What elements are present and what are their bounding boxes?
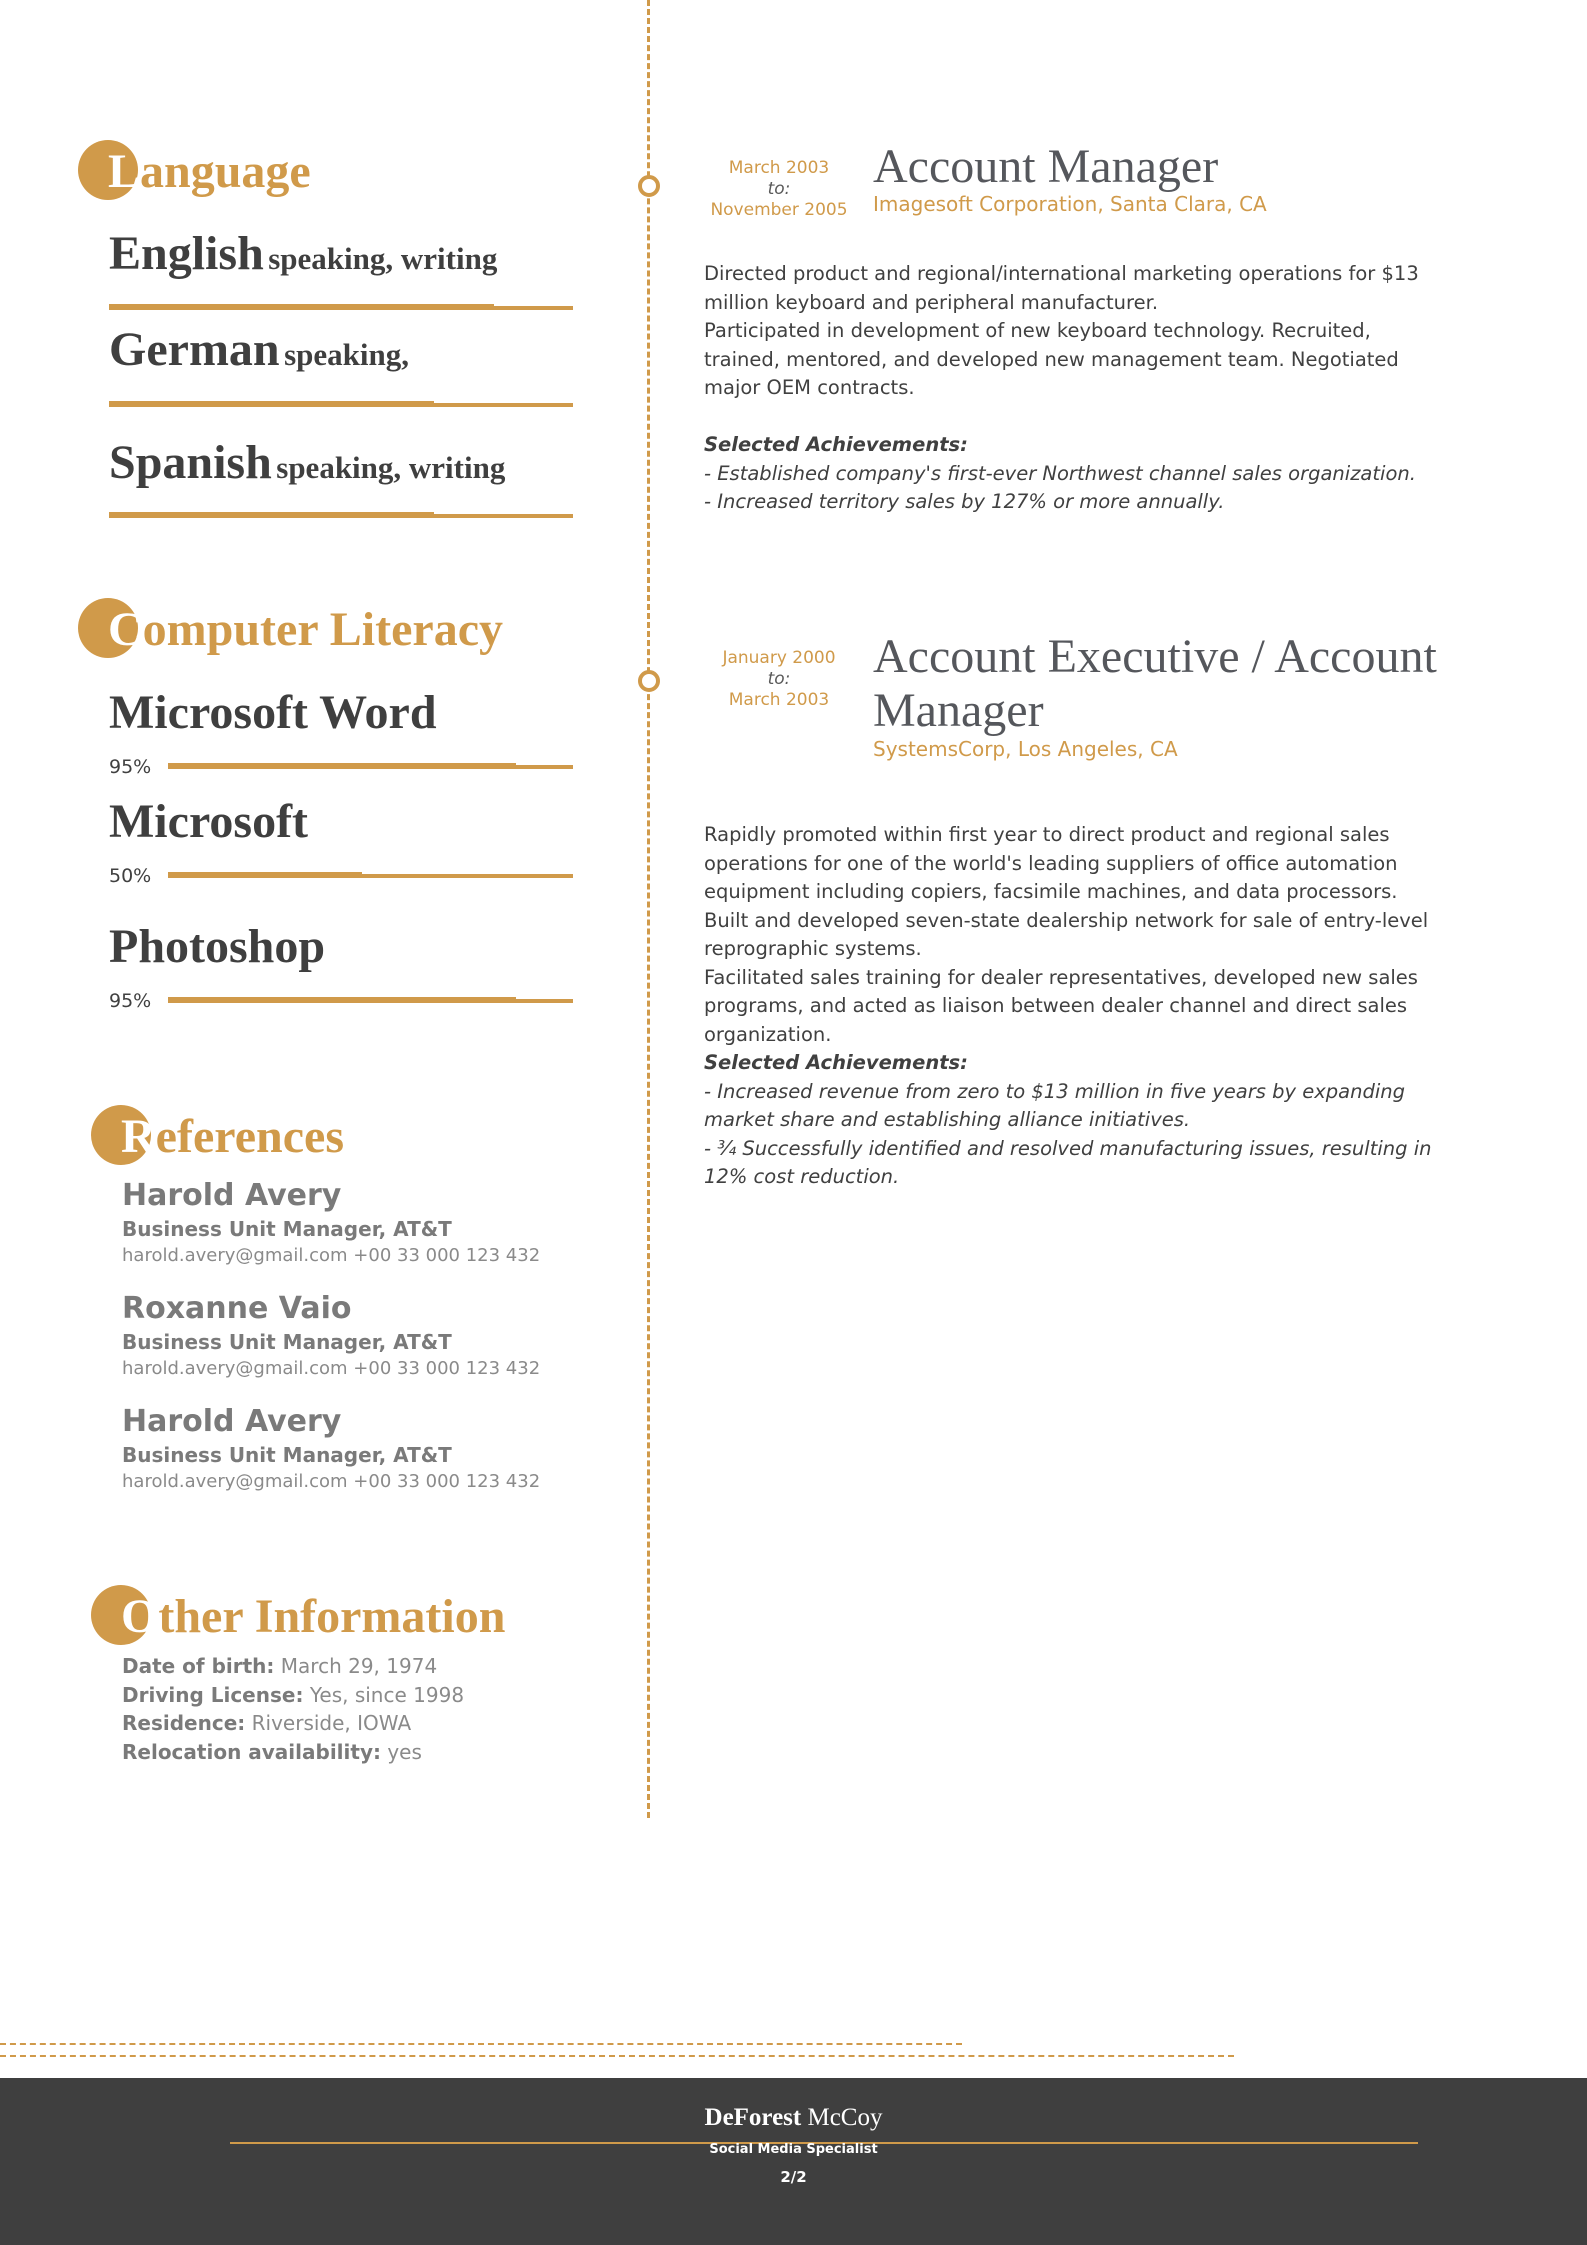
- language-skills: speaking,: [284, 337, 409, 372]
- reference-name: Harold Avery: [122, 1404, 342, 1439]
- level-fill: [109, 401, 434, 406]
- skill-percent: 50%: [109, 865, 152, 887]
- language-level-bar: [109, 514, 573, 518]
- language-name: German: [109, 323, 280, 376]
- skill-level-bar: [168, 765, 573, 769]
- reference-contact: harold.avery@gmail.com +00 33 000 123 432: [122, 1471, 541, 1492]
- language-item: [109, 322, 573, 377]
- timeline-line: [647, 0, 650, 1818]
- language-skills: speaking, writing: [268, 241, 498, 276]
- job-dates: January 2000 to: March 2003: [722, 648, 836, 710]
- job-description: Directed product and regional/international marketing operations for $13 million keyboard and peripheral manufacturer. Participated in development of new keyboard technology. Recruited, trained, mentored, and developed new management team. Negotiated major OEM contracts. Selected Achievements: - Established company's first-ever Northwest channel sales organization. - Increased territory sales by 127% or more annually.: [704, 262, 1419, 513]
- timeline-marker: [638, 670, 660, 692]
- skill-percent: 95%: [109, 756, 152, 778]
- job-title: Account Executive / Account Manager: [873, 630, 1437, 737]
- reference-entry: [122, 1290, 540, 1382]
- skill-level-bar: [168, 874, 573, 878]
- skill-percent: 95%: [109, 990, 152, 1012]
- language-skills: speaking, writing: [276, 450, 506, 485]
- job-dates: March 2003 to: November 2005: [710, 158, 848, 220]
- job-company: SystemsCorp, Los Angeles, CA: [873, 737, 1178, 761]
- info-row: Residence: Riverside, IOWA: [122, 1711, 412, 1735]
- other-info-list: [122, 1652, 464, 1766]
- references-title: References: [121, 1110, 344, 1163]
- skill-name: Photoshop: [109, 920, 326, 973]
- level-fill: [168, 872, 362, 877]
- reference-name: Roxanne Vaio: [122, 1291, 352, 1326]
- level-fill: [168, 763, 516, 768]
- level-fill: [109, 304, 494, 309]
- skill-name: Microsoft: [109, 795, 309, 848]
- reference-name: Harold Avery: [122, 1178, 342, 1213]
- info-row: Date of birth: March 29, 1974: [122, 1654, 438, 1678]
- footer-role: Social Media Specialist: [709, 2142, 878, 2157]
- reference-entry: [122, 1177, 540, 1269]
- info-row: Driving License: Yes, since 1998: [122, 1682, 465, 1707]
- reference-entry: [122, 1403, 540, 1495]
- other-info-title: Other Information: [121, 1590, 506, 1643]
- page-number: 2/2: [780, 2168, 807, 2186]
- language-name: English: [109, 227, 264, 280]
- language-name: Spanish: [109, 436, 272, 489]
- level-fill: [168, 997, 516, 1002]
- job-title: Account Manager: [873, 140, 1219, 193]
- footer-divider: [0, 2043, 962, 2045]
- reference-contact: harold.avery@gmail.com +00 33 000 123 432: [122, 1358, 541, 1379]
- reference-role: Business Unit Manager, AT&T: [122, 1330, 452, 1354]
- skill-level-bar: [168, 999, 573, 1003]
- footer-name: DeForest McCoy: [704, 2104, 883, 2131]
- reference-contact: harold.avery@gmail.com +00 33 000 123 432: [122, 1245, 541, 1266]
- timeline-marker: [638, 175, 660, 197]
- job-company: Imagesoft Corporation, Santa Clara, CA: [873, 192, 1267, 216]
- job-description: Rapidly promoted within first year to direct product and regional sales operations for one of the world's leading suppliers of office automation equipment including copiers, facsimile machines, and data processors. Built and developed seven-state dealership network for sale of entry-level reprographic systems. Facilitated sales training for dealer representatives, developed new sales programs, and acted as liaison between dealer channel and direct sales organization. Selected Achievements: - Increased revenue from zero to $13 million in five years by expanding market share and establishing alliance initiatives. - ¾ Successfully identified and resolved manufacturing issues, resulting in 12% cost reduction.: [704, 823, 1432, 1188]
- reference-role: Business Unit Manager, AT&T: [122, 1443, 452, 1467]
- computer-title: Computer Literacy: [108, 603, 504, 656]
- language-item: [109, 226, 573, 281]
- language-item: [109, 435, 573, 490]
- info-row: Relocation availability: yes: [122, 1739, 422, 1764]
- footer-divider: [0, 2055, 1234, 2057]
- skill-name: Microsoft Word: [109, 686, 437, 739]
- level-fill: [109, 512, 434, 517]
- footer: [0, 2078, 1587, 2245]
- language-title: Language: [108, 145, 311, 198]
- reference-role: Business Unit Manager, AT&T: [122, 1217, 452, 1241]
- language-level-bar: [109, 306, 573, 310]
- language-level-bar: [109, 403, 573, 407]
